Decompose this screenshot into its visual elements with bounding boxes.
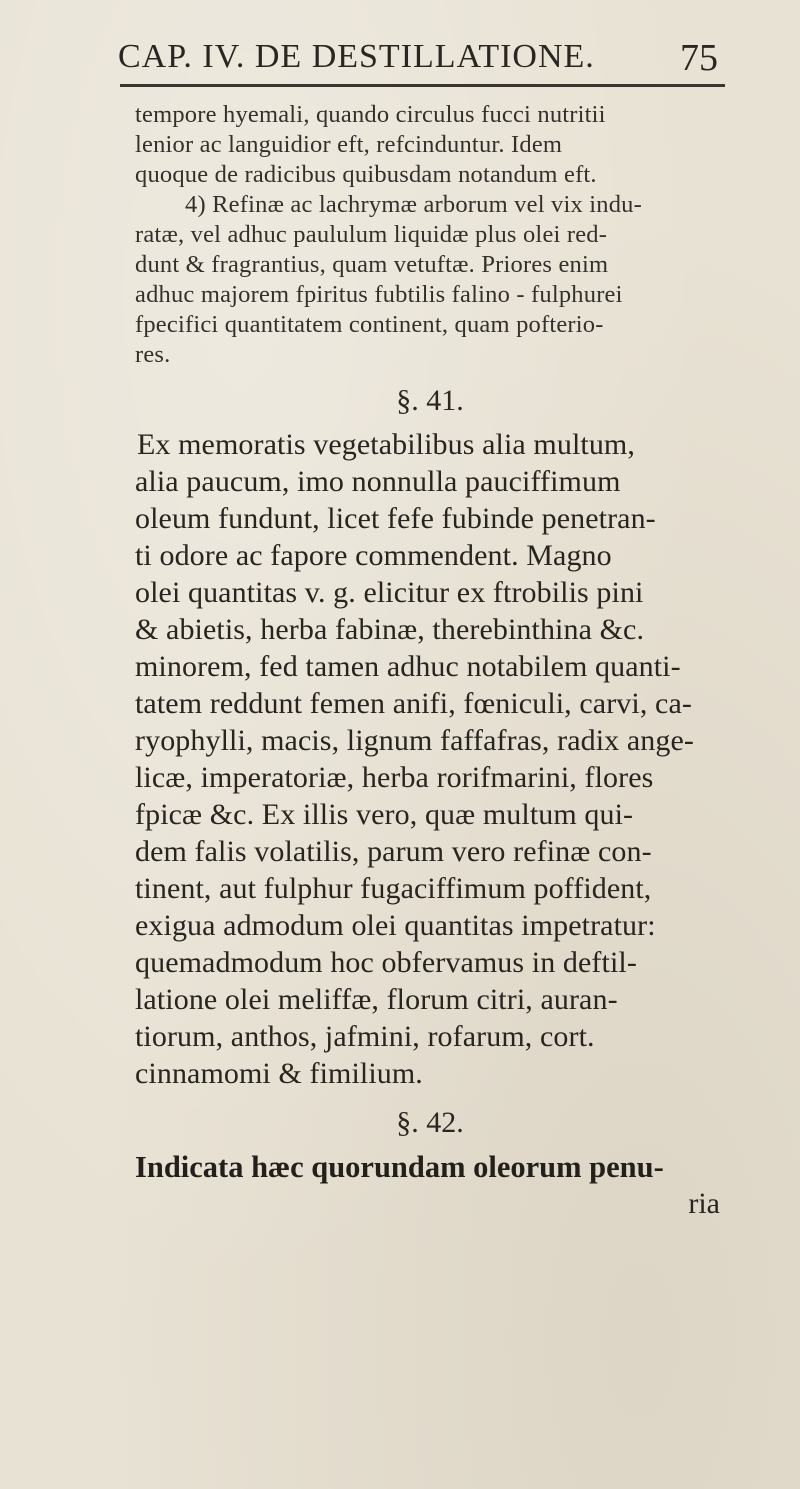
text-line: alia paucum, imo nonnulla pauciffimum xyxy=(135,465,621,498)
text-line: quoque de radicibus quibusdam notandum eft. xyxy=(135,161,597,188)
text-line: oleum fundunt, licet fefe fubinde penetran- xyxy=(135,502,656,535)
text-line: Ex memoratis vegetabilibus alia multum, xyxy=(137,428,635,461)
page-header xyxy=(118,38,718,88)
text-line: Indicata hæc quorundam oleorum penu- xyxy=(135,1150,664,1184)
catchword: ria xyxy=(688,1187,720,1220)
text-line: exigua admodum olei quantitas impetratur: xyxy=(135,909,656,942)
text-line: dem falis volatilis, parum vero refinæ con- xyxy=(135,835,652,868)
text-line: olei quantitas v. g. elicitur ex ftrobilis pini xyxy=(135,576,644,609)
running-head: CAP. IV. DE DESTILLATIONE. xyxy=(118,38,595,75)
text-line: dunt & fragrantius, quam vetuftæ. Priores enim xyxy=(135,251,609,278)
text-line: adhuc majorem fpiritus fubtilis falino - fulphurei xyxy=(135,281,623,308)
text-line: & abietis, herba fabinæ, therebinthina &c. xyxy=(135,613,645,646)
text-line: ratæ, vel adhuc paululum liquidæ plus olei red- xyxy=(135,221,608,248)
text-line: cinnamomi & fimilium. xyxy=(135,1057,423,1090)
text-line: ryophylli, macis, lignum faffafras, radix ange- xyxy=(135,724,694,757)
body-text xyxy=(135,100,725,1222)
text-line: tiorum, anthos, jafmini, rofarum, cort. xyxy=(135,1020,595,1053)
page-number: 75 xyxy=(680,37,718,79)
header-rule xyxy=(120,84,725,87)
text-line: minorem, fed tamen adhuc notabilem quanti- xyxy=(135,650,681,683)
text-line: 4) Refinæ ac lachrymæ arborum vel vix indu- xyxy=(185,191,642,218)
text-line: tatem reddunt femen anifi, fœniculi, carvi, ca- xyxy=(135,687,692,720)
text-line: quemadmodum hoc obfervamus in deftil- xyxy=(135,946,637,979)
text-line: tempore hyemali, quando circulus fucci nutritii xyxy=(135,101,606,128)
text-line: fpicæ &c. Ex illis vero, quæ multum qui- xyxy=(135,798,634,831)
text-line: ti odore ac fapore commendent. Magno xyxy=(135,539,612,572)
paragraph-resins xyxy=(135,190,725,370)
text-line: fpecifici quantitatem continent, quam pofterio- xyxy=(135,311,604,338)
paragraph-42 xyxy=(135,1148,725,1222)
text-line: res. xyxy=(135,341,171,368)
text-line: latione olei meliffæ, florum citri, auran- xyxy=(135,983,618,1016)
text-line: tinent, aut fulphur fugaciffimum poffident, xyxy=(135,872,652,905)
section-heading-42: §. 42. xyxy=(396,1106,464,1139)
text-line: lenior ac languidior eft, refcinduntur. Idem xyxy=(135,131,563,158)
paragraph-41 xyxy=(135,426,725,1092)
text-line: licæ, imperatoriæ, herba rorifmarini, flores xyxy=(135,761,654,794)
section-heading-41: §. 41. xyxy=(396,384,464,417)
paragraph-continuation xyxy=(135,100,725,190)
